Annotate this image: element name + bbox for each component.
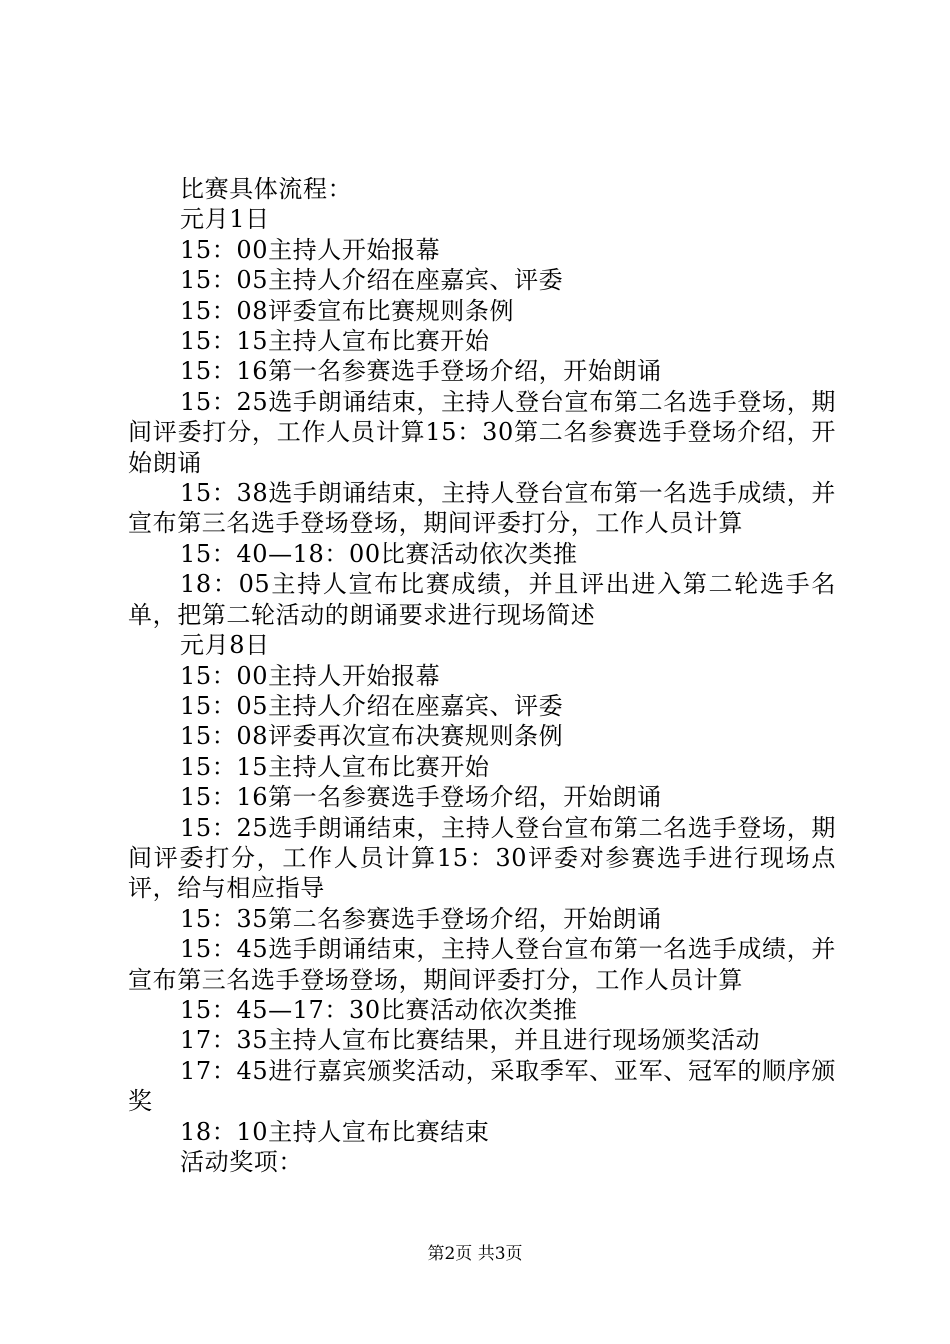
- schedule-item: 15：05主持人介绍在座嘉宾、评委: [180, 266, 564, 295]
- schedule-item: 15：08评委宣布比赛规则条例: [180, 296, 515, 325]
- schedule-item: 15：45选手朗诵结束，主持人登台宣布第一名选手成绩，并宣布第三名选手登场登场，期间评委打分，工作人员计算: [128, 935, 836, 994]
- schedule-item: 15：45—17：30比赛活动依次类推: [180, 995, 578, 1024]
- schedule-item: 15：38选手朗诵结束，主持人登台宣布第一名选手成绩，并宣布第三名选手登场登场，期间评委打分，工作人员计算: [128, 479, 836, 538]
- schedule-item: 15：35第二名参赛选手登场介绍，开始朗诵: [180, 904, 662, 933]
- schedule-item: 18：10主持人宣布比赛结束: [180, 1117, 490, 1146]
- schedule-item: 18：05主持人宣布比赛成绩，并且评出进入第二轮选手名单，把第二轮活动的朗诵要求进行现场简述: [128, 570, 836, 629]
- schedule-item: 15：05主持人介绍在座嘉宾、评委: [180, 691, 564, 720]
- page-number-footer: 第2页 共3页: [427, 1244, 523, 1264]
- schedule-item: 17：35主持人宣布比赛结果，并且进行现场颁奖活动: [180, 1026, 761, 1055]
- schedule-item: 15：40—18：00比赛活动依次类推: [180, 539, 578, 568]
- schedule-item: 15：00主持人开始报幕: [180, 235, 441, 264]
- document-body: [128, 174, 836, 1177]
- date-heading-day1: 元月1日: [180, 205, 270, 234]
- date-heading-day8: 元月8日: [180, 631, 270, 660]
- section-heading-process: 比赛具体流程：: [180, 175, 353, 203]
- schedule-item: 15：00主持人开始报幕: [180, 661, 441, 690]
- schedule-item: 15：15主持人宣布比赛开始: [180, 327, 490, 356]
- schedule-item: 15：16第一名参赛选手登场介绍，开始朗诵: [180, 783, 662, 812]
- schedule-item: 15：08评委再次宣布决赛规则条例: [180, 722, 564, 751]
- schedule-item: 15：25选手朗诵结束，主持人登台宣布第二名选手登场，期间评委打分，工作人员计算15：30评委对参赛选手进行现场点评，给与相应指导: [128, 813, 836, 903]
- schedule-item: 15：25选手朗诵结束，主持人登台宣布第二名选手登场，期间评委打分，工作人员计算15：30第二名参赛选手登场介绍，开始朗诵: [128, 387, 836, 477]
- section-heading-awards: 活动奖项：: [180, 1148, 303, 1176]
- schedule-item: 15：16第一名参赛选手登场介绍，开始朗诵: [180, 357, 662, 386]
- schedule-item: 15：15主持人宣布比赛开始: [180, 752, 490, 781]
- schedule-item: 17：45进行嘉宾颁奖活动，采取季军、亚军、冠军的顺序颁奖: [128, 1056, 836, 1116]
